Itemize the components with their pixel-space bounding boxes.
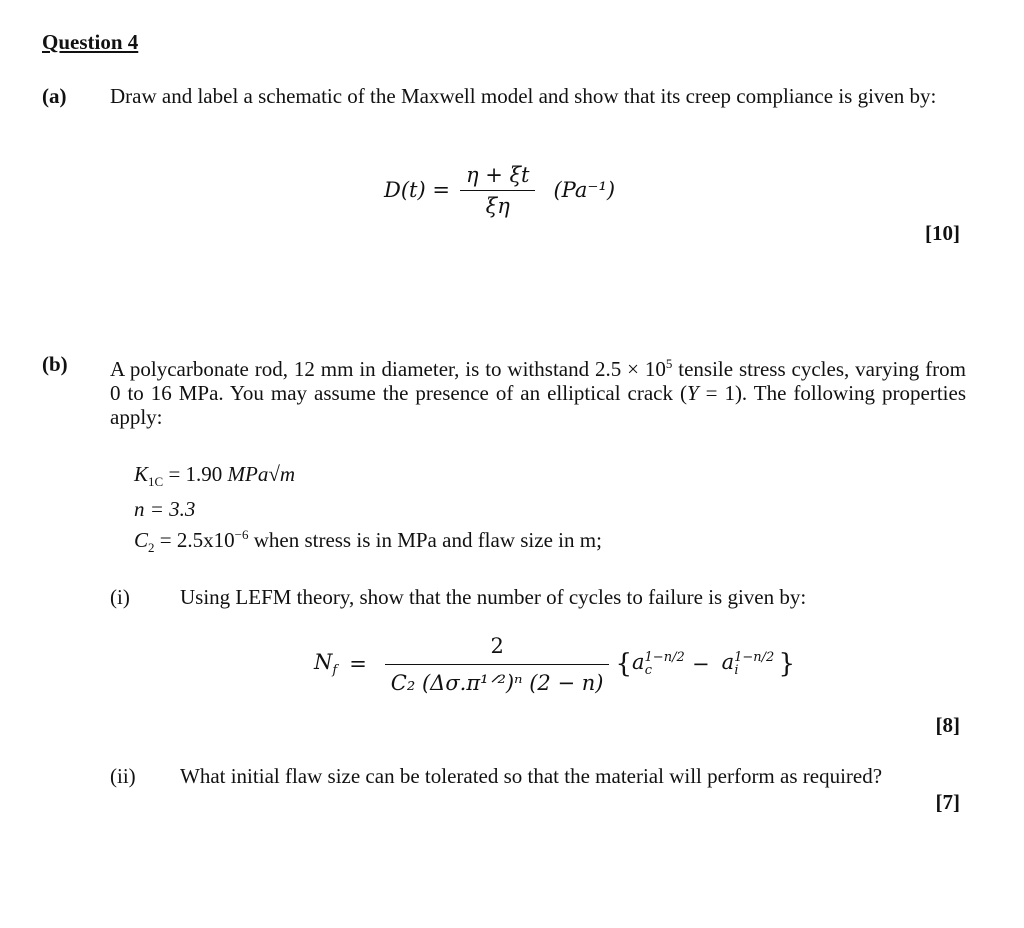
ai-subscript: i <box>734 663 739 679</box>
c-symbol: C <box>134 528 149 552</box>
brace-close: } <box>778 649 796 679</box>
k-unit: MPa√m <box>227 462 296 486</box>
ac-subscript: c <box>644 663 652 679</box>
ac-letter: a <box>632 649 645 674</box>
eq-denominator: ξη <box>485 193 510 218</box>
nf-subscript: f <box>332 663 338 679</box>
creep-compliance-equation <box>384 158 615 222</box>
part-b-y: Y <box>686 381 699 405</box>
nf-symbol <box>314 650 337 678</box>
nf-fraction <box>385 634 610 695</box>
part-b-text-1: A polycarbonate rod, 12 mm in diameter, is to withstand 2.5 × 10 <box>110 357 666 381</box>
k-subscript: 1C <box>148 474 164 490</box>
ac-term <box>632 649 685 679</box>
c-value: = 2.5x10 <box>154 528 235 552</box>
part-b-text-3: = 1). The following properties apply: <box>110 381 966 429</box>
part-a-label: (a) <box>42 84 67 108</box>
nf-numerator: 2 <box>385 634 610 665</box>
nf-equals: = <box>349 652 367 676</box>
c-exponent: −6 <box>234 527 249 542</box>
nf-letter: N <box>314 649 333 674</box>
prop-c2 <box>134 527 602 556</box>
nf-denominator: C₂ (Δσ.π¹ᐟ²)ⁿ (2 − n) <box>390 670 604 695</box>
part-a-marks: [10] <box>925 221 960 245</box>
part-b-label: (b) <box>42 352 68 376</box>
minus-sign: − <box>692 652 710 676</box>
ac-exponent: 1−n/2 <box>644 649 685 665</box>
part-a-text: Draw and label a schematic of the Maxwell model and show that its creep compliance is given by: <box>110 84 937 108</box>
k-symbol: K <box>134 462 149 486</box>
eq-fraction <box>460 163 536 218</box>
ai-letter: a <box>721 649 735 674</box>
sub-i-text: Using LEFM theory, show that the number of cycles to failure is given by: <box>180 585 807 609</box>
sub-i-marks: [8] <box>935 713 960 737</box>
part-b-exponent: 5 <box>665 356 673 371</box>
eq-lhs: D(t) = <box>384 178 450 202</box>
ai-term <box>721 649 775 679</box>
ai-exponent: 1−n/2 <box>734 649 775 665</box>
k-value: = 1.90 <box>163 462 228 486</box>
part-b-text-2: tensile stress cycles, varying from 0 to 16 MPa. You may assume the presence of an elliptical crack ( <box>110 357 967 405</box>
cycles-to-failure-equation <box>314 628 795 700</box>
eq-units: (Pa⁻¹) <box>553 178 616 202</box>
question-title: Question 4 <box>42 30 139 54</box>
sub-ii-text: What initial flaw size can be tolerated so that the material will perform as required? <box>180 764 883 788</box>
prop-k1c <box>134 462 295 490</box>
sub-ii-label: (ii) <box>110 764 136 788</box>
sub-i-label: (i) <box>110 585 130 609</box>
brace-open: { <box>615 649 632 679</box>
c-tail: when stress is in MPa and flaw size in m; <box>248 528 602 552</box>
eq-numerator: η + ξt <box>460 163 536 191</box>
c-subscript: 2 <box>148 540 155 556</box>
prop-n: n = 3.3 <box>134 497 196 521</box>
part-b-text <box>110 352 966 429</box>
sub-ii-marks: [7] <box>935 790 960 814</box>
